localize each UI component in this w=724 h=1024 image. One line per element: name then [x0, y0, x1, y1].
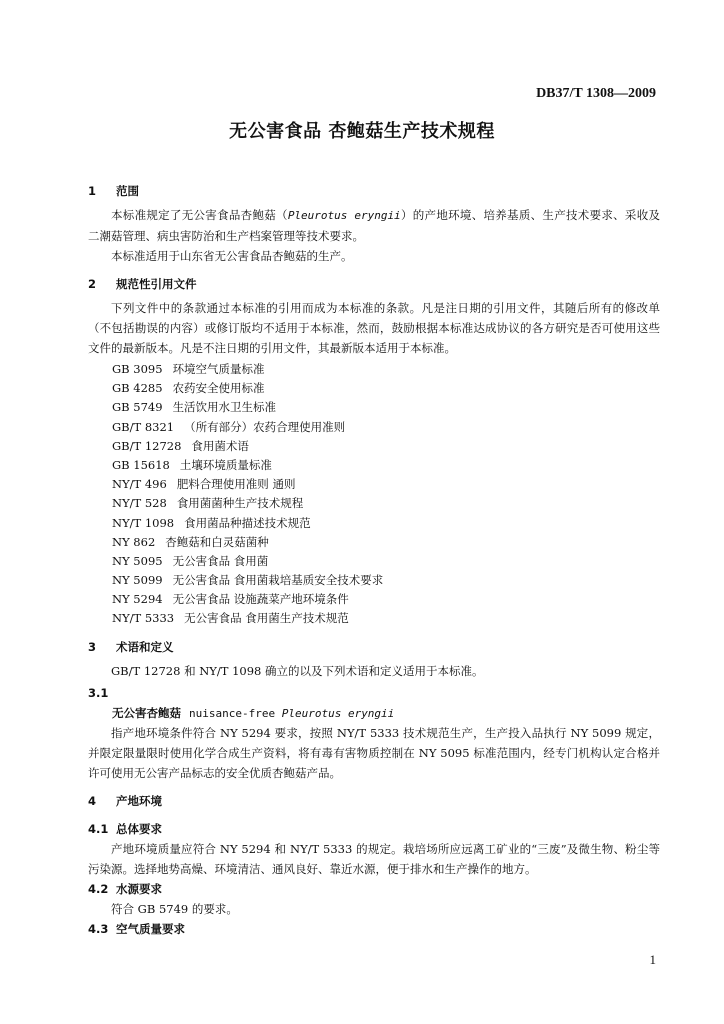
section-title: 规范性引用文件	[116, 277, 197, 291]
section-number: 3	[88, 639, 97, 654]
reference-item	[112, 360, 660, 379]
reference-title: 食用菌品种描述技术规范	[184, 515, 311, 530]
reference-code: NY/T 528	[112, 496, 167, 511]
latin-name: Pleurotus eryngii	[287, 209, 401, 222]
reference-item	[112, 609, 660, 628]
document-title: 无公害食品 杏鲍菇生产技术规程	[229, 121, 495, 142]
section-4-2-heading	[88, 879, 660, 899]
page-number: 1	[649, 952, 656, 967]
section-1-heading	[88, 181, 660, 201]
subsection-number: 4.1	[88, 821, 109, 836]
standard-code: DB37/T 1308—2009	[536, 86, 656, 101]
term-definition: 指产地环境条件符合 NY 5294 要求，按照 NY/T 5333 技术规范生产，生产投入品执行 NY 5099 规定，并限定限量限时使用化学合成生产资料，将有毒有害物质控制在 NY 5095 标准范围内，经专门机构认定合格并许可使用无公害产品标志的安全优质杏鲍菇产品。	[88, 725, 660, 780]
document-body	[88, 181, 660, 939]
term-chinese: 无公害杏鲍菇	[112, 705, 181, 720]
reference-code: NY/T 1098	[112, 515, 175, 530]
subsection-number: 4.2	[88, 881, 109, 896]
reference-code: GB/T 8321	[112, 419, 175, 434]
term-latin: Pleurotus eryngii	[281, 706, 395, 720]
reference-code: NY 5294	[112, 592, 163, 607]
section-title: 产地环境	[116, 793, 162, 808]
scope-text-a: 本标准规定了无公害食品杏鲍菇（	[111, 208, 288, 222]
term-english: nuisance-free	[189, 706, 282, 720]
reference-list	[112, 360, 660, 629]
scope-text-b: ）的产地环境、培养基质、生产技术要求、采收及二潮菇管理、病虫害防治和生产档案管理等技术要求。	[88, 208, 660, 243]
section-4-3-heading	[88, 919, 660, 939]
subsection-title: 总体要求	[116, 821, 162, 836]
reference-code: GB 3095	[112, 362, 163, 376]
section-title: 范围	[116, 184, 139, 198]
reference-title: 生活饮用水卫生标准	[172, 400, 277, 415]
term-number: 3.1	[88, 685, 109, 700]
reference-code: GB/T 12728	[112, 438, 182, 453]
section-4-heading	[88, 791, 660, 811]
references-intro: 下列文件中的条款通过本标准的引用而成为本标准的条款。凡是注日期的引用文件，其随后所有的修改单（不包括勘误的内容）或修订版均不适用于本标准，然而，鼓励根据本标准达成协议的各方研究是否可使用这些文件的最新版本。凡是不注日期的引用文件，其最新版本适用于本标准。	[88, 301, 660, 355]
section-number: 4	[88, 793, 97, 808]
reference-title: 无公害食品 食用菌生产技术规范	[184, 611, 349, 626]
reference-item	[112, 456, 660, 475]
reference-title: 农药安全使用标准	[172, 381, 265, 396]
reference-title: 无公害食品 食用菌栽培基质安全技术要求	[172, 573, 384, 588]
general-requirements-text: 产地环境质量应符合 NY 5294 和 NY/T 5333 的规定。栽培场所应远离工矿业的“三废”及微生物、粉尘等污染源。选择地势高燥、环境清洁、通风良好、靠近水源，便于排水和生产操作的地方。	[88, 841, 660, 876]
terms-intro: GB/T 12728 和 NY/T 1098 确立的以及下列术语和定义适用于本标准。	[111, 663, 484, 678]
section-2-heading	[88, 274, 660, 294]
reference-code: NY 5095	[112, 553, 163, 568]
reference-title: 肥料合理使用准则 通则	[176, 477, 296, 492]
scope-paragraph	[88, 205, 660, 246]
section-title: 术语和定义	[116, 639, 174, 654]
section-3-heading	[88, 637, 660, 657]
reference-title: 食用菌术语	[191, 438, 249, 453]
reference-item	[112, 398, 660, 417]
scope-applicability: 本标准适用于山东省无公害食品杏鲍菇的生产。	[111, 249, 353, 263]
reference-code: NY/T 5333	[112, 611, 175, 626]
reference-title: 杏鲍菇和白灵菇菌种	[165, 534, 269, 549]
reference-code: GB 4285	[112, 381, 163, 396]
section-number: 2	[88, 277, 97, 291]
reference-code: NY/T 496	[112, 477, 167, 492]
reference-item	[112, 571, 660, 590]
subsection-number: 4.3	[88, 921, 109, 936]
reference-title: 环境空气质量标准	[172, 362, 265, 376]
section-number: 1	[88, 184, 97, 198]
reference-item	[112, 494, 660, 513]
reference-code: GB 15618	[112, 457, 170, 472]
term-entry	[88, 703, 660, 723]
reference-item	[112, 590, 660, 609]
reference-item	[112, 475, 660, 494]
reference-title: 无公害食品 食用菌	[172, 553, 269, 568]
subsection-title: 空气质量要求	[116, 921, 185, 936]
section-4-1-heading	[88, 819, 660, 839]
water-requirements-text: 符合 GB 5749 的要求。	[111, 901, 238, 916]
reference-item	[112, 552, 660, 571]
reference-code: NY 5099	[112, 573, 163, 588]
reference-title: （所有部分）农药合理使用准则	[184, 419, 346, 434]
reference-item	[112, 379, 660, 398]
subsection-title: 水源要求	[116, 881, 162, 896]
reference-title: 无公害食品 设施蔬菜产地环境条件	[172, 592, 349, 607]
reference-code: NY 862	[112, 534, 156, 549]
reference-title: 食用菌菌种生产技术规程	[176, 496, 304, 511]
reference-title: 土壤环境质量标准	[179, 457, 272, 472]
reference-item	[112, 418, 660, 437]
reference-item	[112, 533, 660, 552]
reference-item	[112, 437, 660, 456]
reference-item	[112, 514, 660, 533]
reference-code: GB 5749	[112, 400, 163, 415]
